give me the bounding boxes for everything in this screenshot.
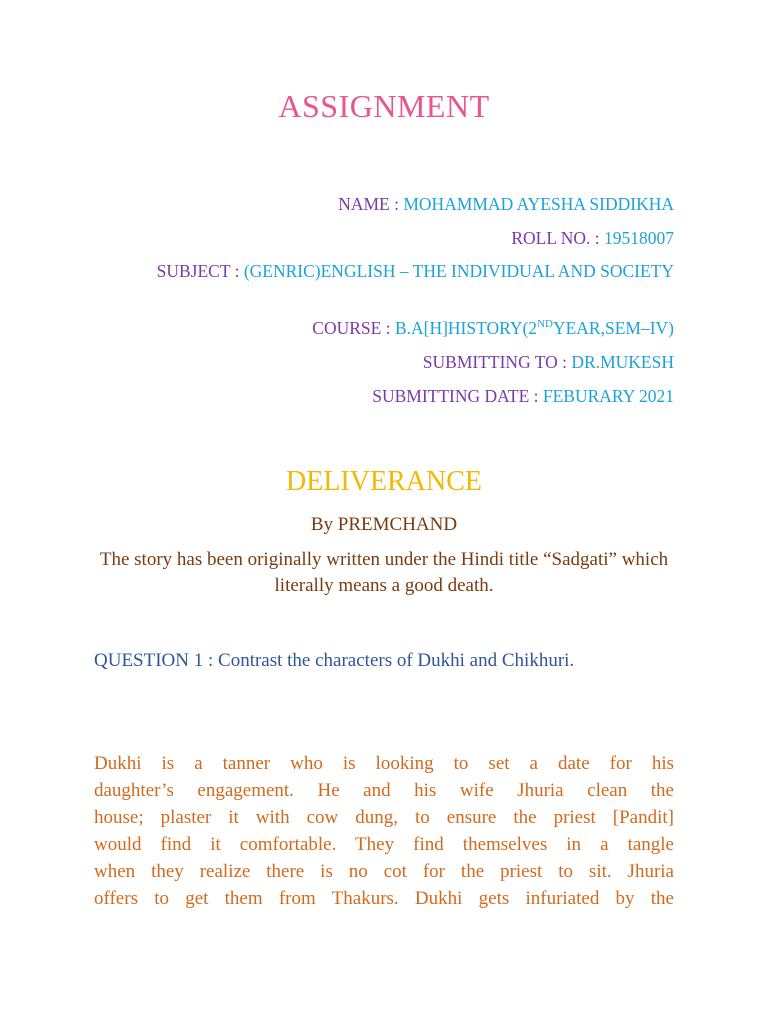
submitting-date-row [74, 384, 674, 408]
subject-label: SUBJECT : [156, 261, 244, 281]
course-label: COURSE : [312, 318, 395, 338]
submitting-to-row [74, 350, 674, 374]
assignment-title: ASSIGNMENT [278, 88, 490, 124]
answer-line: daughter’s engagement. He and his wife Jhuria clean the [94, 780, 674, 801]
question-1: QUESTION 1 : Contrast the characters of Dukhi and Chikhuri. [94, 650, 575, 671]
course-value-main: B.A[H]HISTORY(2 [394, 318, 538, 338]
submitting-date-label: SUBMITTING DATE : [372, 386, 543, 406]
name-label: NAME : [338, 194, 404, 214]
submitting-to-value: DR.MUKESH [571, 352, 674, 372]
subject-value: (GENRIC)ENGLISH – THE INDIVIDUAL AND SOCIETY [243, 261, 674, 281]
roll-number-row [74, 226, 674, 250]
course-value [395, 318, 674, 338]
answer-line: Dukhi is a tanner who is looking to set a date for his [94, 753, 674, 774]
course-value-superscript: ND [537, 318, 553, 330]
subject-row [74, 259, 674, 283]
answer-paragraph [94, 750, 674, 912]
course-value-rest: YEAR,SEM–IV) [552, 318, 674, 338]
roll-number-value: 19518007 [604, 228, 674, 248]
roll-number-label: ROLL NO. : [511, 228, 604, 248]
answer-line: would find it comfortable. They find themselves in a tangle [94, 834, 674, 855]
submitting-to-label: SUBMITTING TO : [422, 352, 572, 372]
answer-line: offers to get them from Thakurs. Dukhi gets infuriated by the [94, 888, 674, 909]
story-title: DELIVERANCE [286, 466, 482, 497]
intro-paragraph: The story has been originally written under the Hindi title “Sadgati” which literally means a good death. [99, 549, 669, 596]
submitting-date-value: FEBURARY 2021 [542, 386, 674, 406]
answer-line: house; plaster it with cow dung, to ensure the priest [Pandit] [94, 807, 674, 828]
answer-line: when they realize there is no cot for the priest to sit. Jhuria [94, 861, 674, 882]
author-byline: By PREMCHAND [310, 514, 458, 535]
name-value: MOHAMMAD AYESHA SIDDIKHA [403, 194, 674, 214]
name-row [74, 192, 674, 216]
course-row [74, 316, 674, 340]
